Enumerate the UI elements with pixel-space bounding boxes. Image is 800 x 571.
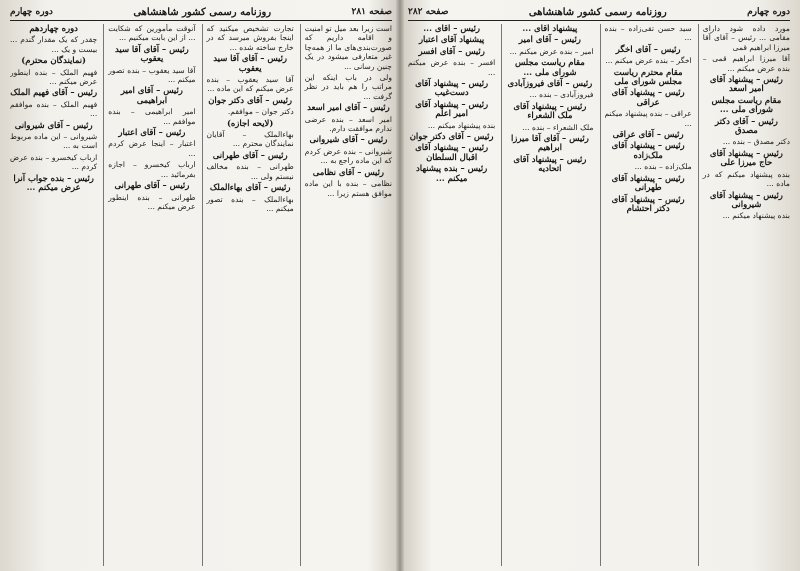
paragraph: (لایحه اجازه) — [226, 117, 274, 128]
paragraph: رئیس – پیشنهاد آقای شیروانی — [709, 189, 783, 209]
paragraph: رئیس – آقای آقا سید یعقوب — [115, 43, 189, 64]
right-page-column-2 — [600, 24, 692, 566]
paragraph: رئیس – آقای شیروانی — [309, 134, 388, 145]
paragraph: رئیس – آقای طهرانی — [114, 180, 190, 191]
paragraph: آنوقت مأمورین که شکایت ... از این بابت میکنیم ... — [108, 24, 196, 43]
right-columns — [408, 24, 790, 566]
paragraph: دکتر جوان – موافقم. — [227, 107, 294, 117]
left-page-column-3 — [103, 24, 195, 566]
paragraph: فهیم الملک – بنده اینطور عرض میکنم ... — [10, 67, 98, 87]
paragraph: عراقی – بنده پیشنهاد میکنم ... — [604, 109, 692, 128]
paragraph: رئیس – پیشنهاد آقای امیر اسعد — [709, 74, 783, 94]
paragraph: رئیس – پیشنهاد آقای عراقی — [611, 87, 685, 107]
paragraph: اعتبار – اینجا عرض کردم ... — [108, 139, 196, 158]
paragraph: فیروزآبادی – بنده ... — [529, 90, 594, 100]
paragraph: اخگر – بنده عرض میکنم ... — [605, 56, 692, 66]
paragraph: امیر – بنده عرض میکنم ... — [509, 46, 594, 56]
paragraph: رئیس – آقای اخگر — [615, 43, 681, 54]
paragraph: شیروانی – این ماده مربوط است به ... — [10, 132, 98, 151]
paragraph: رئیس – پیشنهاد آقای امیر اعلم — [415, 98, 489, 119]
left-page-number: صفحه ۲۸۱ — [351, 7, 392, 17]
paragraph: آقا میرزا ابراهیم قمی – بنده عرض میکنم ... — [702, 54, 790, 73]
paragraph: رئیس – آقای شیروانی — [14, 119, 93, 130]
paragraph: چقدر که یک مقدار گندم ... بیست و یک ... — [10, 35, 98, 54]
left-columns — [10, 24, 392, 566]
paragraph: رئیس – آقای امیر — [518, 34, 581, 45]
right-issue: دوره چهارم — [747, 7, 790, 17]
paragraph: رئیس – پیشنهاد آقای دست‌غیب — [415, 78, 489, 98]
paragraph: رئیس – پیشنهاد آقای دکتر احتشام — [611, 193, 685, 213]
right-page-column-3 — [501, 24, 593, 566]
paragraph: ارباب کیخسرو – اجازه بفرمائید ... — [108, 160, 196, 179]
paragraph: رئیس – پیشنهاد آقای ملک‌زاده — [611, 140, 685, 160]
paragraph: دکتر مصدق – بنده ... — [722, 137, 790, 147]
paragraph: آقا سید یعقوب – بنده عرض میکنم که این ماده ... — [206, 75, 294, 94]
paragraph: طهرانی – بنده اینطور عرض میکنم ... — [108, 192, 196, 211]
paragraph: مقام ریاست مجلس شورای ملی ... — [711, 94, 782, 115]
right-page-number: صفحه ۲۸۲ — [408, 7, 449, 17]
paragraph: فهیم الملک – بنده موافقم ... — [10, 99, 98, 119]
paragraph: ولی در باب اینکه این مراتب را هم باید در نظر گرفت ... — [304, 73, 392, 101]
paragraph: ملک الشعراء – بنده ... — [522, 122, 594, 132]
paragraph: بنده پیشنهاد میکنم که در ماده ... — [702, 169, 790, 189]
paragraph: امیر ابراهیمی – بنده موافقم ... — [108, 107, 196, 126]
paragraph: بنده پیشنهاد میکنم ... — [722, 211, 790, 221]
paragraph: دوره چهاردهم — [29, 24, 78, 33]
paragraph: رئیس – پیشنهاد آقای اتحادیه — [513, 153, 587, 174]
right-page — [400, 0, 800, 571]
paragraph: رئیس – آقای آقا میرزا ابراهیم — [510, 133, 589, 153]
right-page-column-1 — [698, 24, 790, 566]
paragraph: رئیس – آقای فهیم الملک — [10, 87, 98, 98]
paragraph: پیشنهاد آقای ... — [522, 24, 578, 33]
paragraph: رئیس – آقای نظامی — [312, 166, 384, 177]
left-page-header — [10, 4, 392, 21]
left-page-column-1 — [300, 24, 392, 566]
paragraph: رئیس – آقای دکتر جوان — [409, 131, 494, 142]
paragraph: رئیس – بنده جواب آنرا عرض میکنم ... — [13, 172, 94, 193]
paragraph: آقا سید یعقوب – بنده تصور میکنم ... — [108, 65, 196, 85]
left-page-column-4 — [10, 24, 97, 566]
paragraph: مقام محترم ریاست مجلس شورای ملی — [613, 66, 683, 87]
right-newspaper-title: روزنامه رسمی کشور شاهنشاهی — [528, 6, 667, 18]
paragraph: رئیس – آقای بهاء‌الملک — [209, 182, 291, 193]
paragraph: سید حسن تقی‌زاده – بنده ... — [604, 24, 692, 43]
paragraph: طهرانی – بنده مخالف نیستم ولی ... — [206, 162, 294, 181]
paragraph: شیروانی – بنده عرض کردم که این ماده راجع به ... — [304, 146, 392, 166]
right-page-header — [408, 4, 790, 21]
paragraph: ارباب کیخسرو – بنده عرض کردم ... — [10, 152, 98, 172]
paragraph: رئیس – آقای آقا سید یعقوب — [213, 53, 287, 73]
paragraph: افسر – بنده عرض میکنم ... — [408, 58, 496, 77]
paragraph: رئیس – آقای امیر اسعد — [307, 102, 390, 113]
paragraph: رئیس – آقای اعتبار — [118, 127, 186, 138]
paragraph: (نمایندگان محترم) — [21, 55, 86, 66]
paragraph: رئیس – آقای فیروزآبادی — [507, 78, 593, 89]
paragraph: رئیس – آقای ... — [423, 24, 480, 33]
paragraph: بنده پیشنهاد میکنم ... — [427, 120, 496, 130]
right-page-column-4 — [408, 24, 495, 566]
paragraph: رئیس – آقای دکتر مصدق — [714, 115, 778, 136]
paragraph: رئیس – پیشنهاد آقای حاج میرزا علی — [709, 147, 783, 168]
paragraph: رئیس – آقای امیر ابراهیمی — [120, 85, 183, 105]
paragraph: است زیرا بعد میل تو امنیت و اقامه داریم که صورت‌بندی‌های ما از همه‌چا غیر متعارفی میشود در یک چنین رسانی ... — [304, 24, 392, 71]
paragraph: رئیس – آقای طهرانی — [212, 149, 288, 160]
paragraph: رئیس – آقای دکتر جوان — [208, 94, 292, 105]
paragraph: رئیس – پیشنهاد آقای اقبال السلطان — [415, 142, 489, 162]
paragraph: رئیس – بنده پیشنهاد میکنم ... — [416, 163, 488, 183]
left-issue: دوره چهارم — [10, 7, 53, 17]
paragraph: رئیس – پیشنهاد آقای طهرانی — [611, 172, 685, 193]
paragraph: امیر اسعد – بنده عرضی ندارم موافقت دارم. — [304, 114, 392, 134]
paragraph: مقام ریاست مجلس شورای ملی ... — [514, 57, 585, 77]
left-page-column-2 — [202, 24, 294, 566]
paragraph: بهاء‌الملک – بنده تصور میکنم ... — [206, 194, 294, 213]
paragraph: ملک‌زاده – بنده ... — [634, 162, 692, 172]
left-newspaper-title: روزنامه رسمی کشور شاهنشاهی — [133, 6, 272, 18]
paragraph: نظامی – بنده با این ماده موافق هستم زیرا ... — [304, 179, 392, 198]
paragraph: تجارت تشخیص میکنید که اینجا بفروش میرسد که در خارج ساخته شده ... — [206, 24, 294, 52]
paragraph: بهاء‌الملک – آقایان نمایندگان محترم ... — [206, 130, 294, 149]
paragraph: رئیس – آقای افسر — [418, 45, 485, 56]
paragraph: رئیس – آقای عراقی — [612, 129, 684, 140]
paragraph: رئیس – پیشنهاد آقای ملک الشعراء — [513, 100, 587, 121]
paragraph: مورد داده شود دارای مقامی ... رئیس – آقای آقا میرزا ابراهیم قمی — [702, 24, 790, 52]
paragraph: پیشنهاد آقای اعتبار — [419, 34, 485, 45]
